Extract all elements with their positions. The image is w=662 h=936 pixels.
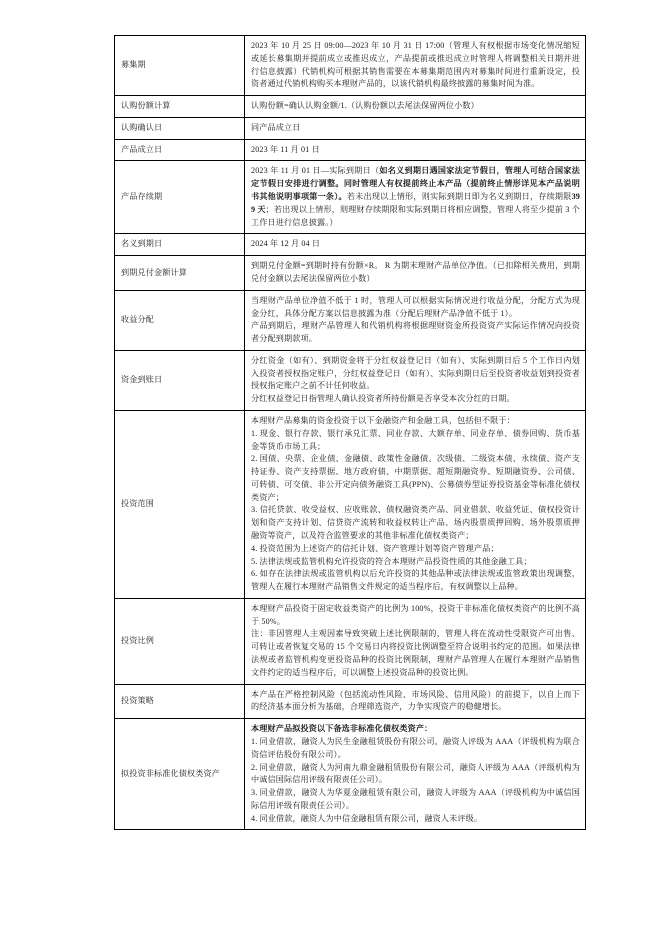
table-row (115, 234, 586, 256)
row-label-investment-scope: 投资范围 (115, 410, 245, 598)
table-row (115, 161, 586, 234)
paragraph: 当理财产品单位净值不低于 1 时，管理人可以根据实际情况进行收益分配，分配方式为现金分红，具体分配方案以信息披露为准（分配后理财产品净值不低于 1）。 (251, 295, 580, 318)
row-value-investment-ratio (245, 598, 586, 684)
paragraph: 1. 现金、银行存款、银行承兑汇票、同业存款、大额存单、同业存单、债券回购、货币基金等货币市场工具； (251, 428, 580, 451)
row-value-investment-scope (245, 410, 586, 598)
row-value-planned-nonstandard-debt-assets (245, 719, 586, 830)
row-label-subscription-confirmation-date: 认购确认日 (115, 117, 245, 139)
row-label-planned-nonstandard-debt-assets: 拟投资非标准化债权类资产 (115, 719, 245, 830)
paragraph: 本理财产品投资于固定收益类资产的比例为 100%，投资于非标准化债权类资产的比例不高于 50%。 (251, 603, 580, 626)
paragraph: 产品到期后，理财产品管理人和代销机构将根据理财资金所投资资产实际运作情况向投资者分配到期款项。 (251, 321, 580, 344)
row-label-funds-arrival-date: 资金到账日 (115, 350, 245, 410)
row-value-subscription-confirmation-date (245, 117, 586, 139)
paragraph: 2. 同业借款，融资人为河南九鼎金融租赁股份有限公司，融资人评级为 AAA（评级机构为中诚信国际信用评级有限责任公司）。 (251, 762, 580, 785)
row-label-product-establishment-date: 产品成立日 (115, 139, 245, 161)
table-row (115, 719, 586, 830)
table-row (115, 410, 586, 598)
paragraph: 本理财产品募集的资金投资于以下金融资产和金融工具，包括但不限于： (251, 415, 515, 425)
row-value-funds-arrival-date (245, 350, 586, 410)
paragraph: 2023 年 10 月 25 日 09:00—2023 年 10 月 31 日 17:00（管理人有权根据市场变化情况缩短或延长募集期并提前成立或推迟成立，产品提前或推迟成立时管理人将调整相关日期并进行信息披露）代销机构可根据其销售需要在本募集期范围内对募集时间进行重新设定，投资者通过代销机构购买本理财产品的，以该代销机构最终披露的募集时间为准。 (251, 41, 580, 89)
plain-text: 若未出现以上情形，则实际到期日即为名义到期日，存续期限 (346, 192, 572, 202)
emphasis-text: 如名义到期日遇国家法定节假日，管理人可结合国家法定节假日安排进行调整。同时管理人有权提前终止本产品（提前终止情形详见本产品说明书其他说明事项第一条）。 (251, 166, 580, 202)
paragraph: 5. 法律法规或监管机构允许投资的符合本理财产品投资性质的其他金融工具； (251, 556, 532, 566)
paragraph: 认购份额=确认认购金额/1.（认购份额以去尾法保留两位小数） (251, 101, 479, 111)
paragraph: 分红权益登记日指管理人确认投资者所持份额是否享受本次分红的日期。 (251, 394, 515, 404)
row-label-investment-strategy: 投资策略 (115, 684, 245, 719)
paragraph: 4. 同业借款，融资人为中信金融租赁有限公司，融资人未评级。 (251, 813, 483, 823)
table-body (115, 36, 586, 830)
paragraph: 本产品在严格控制风险（包括流动性风险、市场风险、信用风险）的前提下，以自上而下的经济基本面分析为基础，合理筛选资产，力争实现资产的稳健增长。 (251, 689, 580, 712)
plain-text: 2023 年 11 月 01 日—实际到期日（ (251, 166, 380, 176)
row-label-maturity-payment-calculation: 到期兑付金额计算 (115, 256, 245, 291)
row-label-subscription-share-calculation: 认购份额计算 (115, 96, 245, 118)
table-row (115, 96, 586, 118)
row-value-subscription-share-calculation (245, 96, 586, 118)
row-label-income-distribution: 收益分配 (115, 290, 245, 350)
section-heading: 本理财产品拟投资以下备选非标准化债权类资产： (251, 724, 433, 734)
row-value-investment-strategy (245, 684, 586, 719)
paragraph: 6. 如存在法律法规或监管机构以后允许投资的其他品种或法律法规或监管政策出现调整，管理人在履行本理财产品销售文件规定的适当程序后，有权调整以上品种。 (251, 569, 580, 592)
paragraph-list (251, 736, 580, 825)
table-row (115, 36, 586, 96)
row-value-product-establishment-date (245, 139, 586, 161)
row-value-maturity-payment-calculation (245, 256, 586, 291)
paragraph (251, 165, 580, 229)
paragraph: 2024 年 12 月 04 日 (251, 239, 321, 249)
table-row (115, 350, 586, 410)
row-value-nominal-maturity-date (245, 234, 586, 256)
paragraph: 4. 投资范围为上述资产的信托计划、资产管理计划等资产管理产品； (251, 543, 499, 553)
row-value-product-duration (245, 161, 586, 234)
paragraph: 1. 同业借款，融资人为民生金融租赁股份有限公司，融资人评级为 AAA（评级机构为联合资信评估股份有限公司）。 (251, 736, 580, 759)
row-label-nominal-maturity-date: 名义到期日 (115, 234, 245, 256)
paragraph: 2023 年 11 月 01 日 (251, 144, 320, 154)
table-row (115, 256, 586, 291)
paragraph: 3. 同业借款，融资人为华夏金融租赁有限公司，融资人评级为 AAA（评级机构为中诚信国际信用评级有限责任公司）。 (251, 788, 580, 810)
row-label-fundraising-period: 募集期 (115, 36, 245, 96)
product-specification-table (114, 35, 586, 830)
table-row (115, 290, 586, 350)
table-row (115, 598, 586, 684)
table-row (115, 117, 586, 139)
row-label-investment-ratio: 投资比例 (115, 598, 245, 684)
paragraph: 分红资金（如有）、到期资金将于分红权益登记日（如有）、实际到期日后 5 个工作日内划入投资者授权指定账户，分红权益登记日（如有）、实际到期日后至投资者收益划到投资者授权指定账户之前不计任何收益。 (251, 355, 580, 391)
row-value-income-distribution (245, 290, 586, 350)
row-value-fundraising-period (245, 36, 586, 96)
paragraph: 2. 国债、央票、企业债、金融债、政策性金融债、次级债、二级资本债、永续债、资产支持证券、资产支持票据、地方政府债、中期票据、超短期融资券、短期融资券、公司债、可转债、可交债、非公开定向债务融资工具(PPN)、公募债券型证券投资基金等标准化债权类资产； (251, 454, 580, 502)
paragraph: 到期兑付金额=到期时持有份额×R。 R 为期末理财产品单位净值。（已扣除相关费用，到期兑付金额以去尾法保留两位小数） (251, 261, 580, 283)
table-row (115, 139, 586, 161)
emphasis-text: 399 天 (251, 192, 580, 214)
paragraph: 注：非因管理人主观因素导致突破上述比例限制的，管理人将在流动性受限资产可出售、可转让或者恢复交易的 15 个交易日内将投资比例调整至符合说明书约定的范围。如果法律法规或者监管机构变更投资品种的投资比例限制，理财产品管理人在履行本理财产品销售文件约定的适当程序后，可以调整上述投资品种的投资比例。 (251, 629, 580, 677)
table-row (115, 684, 586, 719)
paragraph: 3. 信托贷款、收受益权、应收账款、债权融资类产品、同业借款、收益凭证、债权投资计划和资产支持计划、信贷资产流转和收益权转让产品、场内股票质押回购、场外股票质押融资等资产，以及符合监管要求的其他非标准化债权类资产； (251, 505, 580, 540)
paragraph: 同产品成立日 (251, 122, 301, 132)
plain-text: ；若出现以上情形，则理财存续期限和实际到期日将相应调整，管理人将至少提前 3 个工作日进行信息披露。） (251, 204, 580, 227)
row-label-product-duration: 产品存续期 (115, 161, 245, 234)
